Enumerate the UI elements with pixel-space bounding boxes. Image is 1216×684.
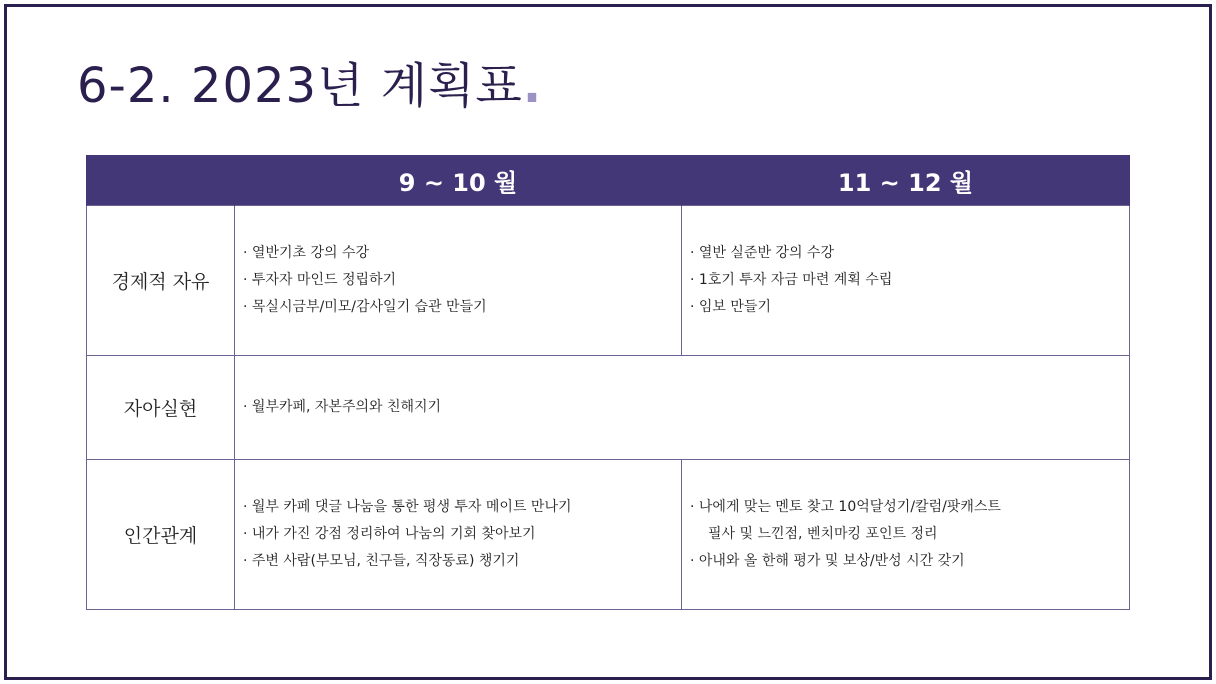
list-item: · 목실시금부/미모/감사일기 습관 만들기: [243, 299, 487, 315]
self-realization-merged: [235, 356, 1130, 460]
list-item: · 월부카페, 자본주의와 친해지기: [243, 399, 442, 415]
list-item: · 월부 카페 댓글 나눔을 통한 평생 투자 메이트 만나기: [243, 499, 572, 515]
list-item: · 나에게 맞는 멘토 찾고 10억달성기/칼럼/팟캐스트: [690, 499, 1001, 515]
header-sep-oct: 9 ~ 10 월: [235, 155, 682, 206]
list-item: · 1호기 투자 자금 마련 계획 수립: [690, 272, 893, 288]
list-item: · 아내와 올 한해 평가 및 보상/반성 시간 갖기: [690, 553, 965, 569]
list-item: · 투자자 마인드 정립하기: [243, 272, 397, 288]
table-header-row: [87, 155, 1130, 206]
title-dot: .: [522, 58, 543, 114]
list-item: · 열반기초 강의 수강: [243, 245, 369, 261]
list-item: · 내가 가진 강점 정리하여 나눔의 기회 찾아보기: [243, 526, 536, 542]
table-row: [87, 356, 1130, 460]
row-label-relationships: 인간관계: [87, 460, 235, 610]
plan-table: [86, 155, 1130, 610]
page-title-text: 6-2. 2023년 계획표: [77, 58, 523, 114]
list-item-continuation: 필사 및 느낀점, 벤치마킹 포인트 정리: [708, 526, 938, 542]
page-title: [77, 47, 542, 116]
economic-freedom-nov-dec: [682, 206, 1130, 356]
list-item: · 주변 사람(부모님, 친구들, 직장동료) 챙기기: [243, 553, 520, 569]
table-row: [87, 206, 1130, 356]
economic-freedom-sep-oct: [235, 206, 682, 356]
header-nov-dec: 11 ~ 12 월: [682, 155, 1130, 206]
list-item: · 임보 만들기: [690, 299, 771, 315]
relationships-nov-dec: [682, 460, 1130, 610]
relationships-sep-oct: [235, 460, 682, 610]
table-row: [87, 460, 1130, 610]
row-label-self-realization: 자아실현: [87, 356, 235, 460]
list-item: · 열반 실준반 강의 수강: [690, 245, 834, 261]
row-label-economic-freedom: 경제적 자유: [87, 206, 235, 356]
header-empty: [87, 155, 235, 206]
